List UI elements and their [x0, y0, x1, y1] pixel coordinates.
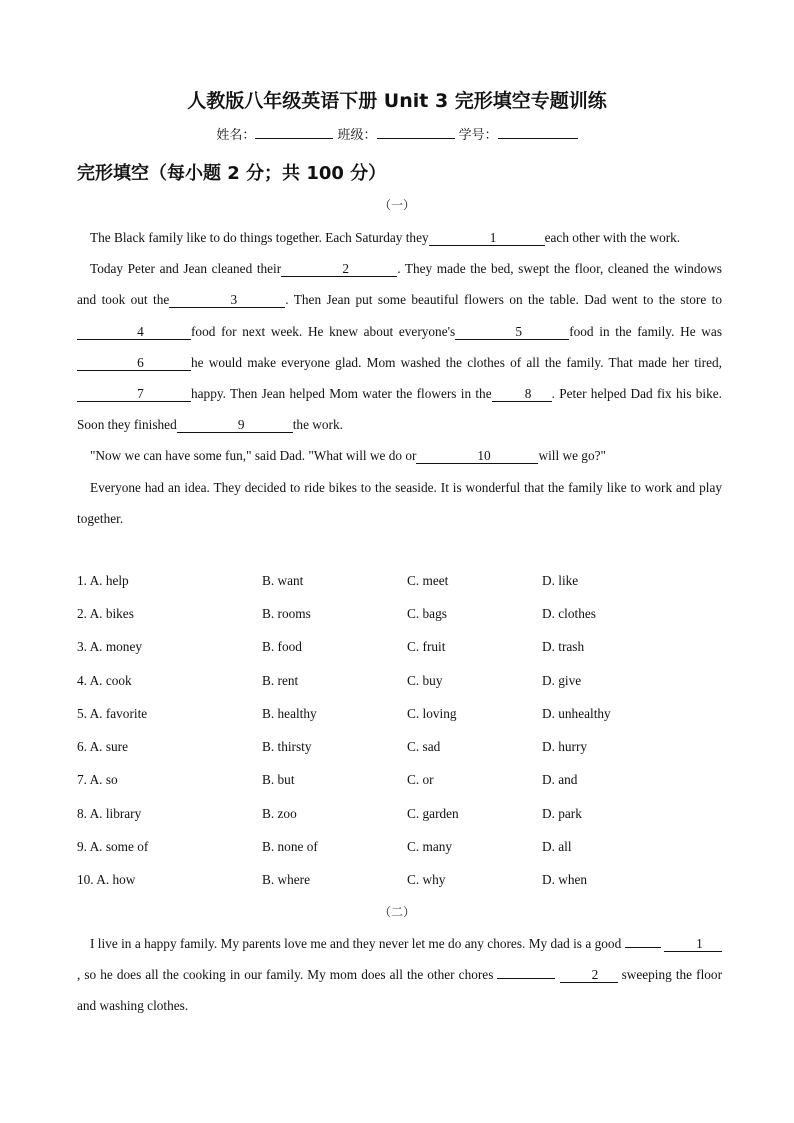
question-row-8 [77, 806, 722, 826]
option-d[interactable]: D. hurry [542, 739, 588, 754]
blank-2[interactable]: 2 [281, 261, 397, 277]
blank-lead-line [625, 933, 661, 948]
question-row-3 [77, 639, 722, 659]
option-c[interactable]: C. many [407, 839, 453, 854]
option-d[interactable]: D. clothes [542, 606, 596, 621]
option-c[interactable]: C. buy [407, 673, 443, 688]
option-b[interactable]: B. rooms [262, 606, 311, 621]
passage-text: The Black family like to do things together. Each Saturday they [90, 230, 429, 245]
passage-paragraph [77, 928, 722, 1022]
option-c[interactable]: C. bags [407, 606, 447, 621]
blank-6[interactable]: 6 [77, 355, 191, 371]
passage-paragraph [77, 472, 722, 534]
name-blank[interactable] [255, 125, 333, 139]
blank-2[interactable]: 2 [560, 967, 618, 983]
option-c[interactable]: C. sad [407, 739, 441, 754]
passage-text: he would make everyone glad. Mom washed the clothes of all the family. That made her tired, [191, 354, 722, 370]
student-info-line [0, 124, 794, 143]
question-row-5 [77, 706, 722, 726]
passage-text: each other with the work. [544, 230, 681, 245]
question-row-7 [77, 772, 722, 792]
option-d[interactable]: D. park [542, 806, 582, 821]
passage-text: Everyone had an idea. They decided to ride bikes to the seaside. It is wonderful that the family like to work and play together. [77, 479, 722, 526]
passage-text: Today Peter and Jean cleaned their [90, 261, 282, 277]
passage-text: the work. [292, 417, 343, 433]
question-row-10 [77, 872, 722, 892]
passage-text: sweeping the floor and washing clothes. [77, 967, 722, 1014]
blank-5[interactable]: 5 [455, 324, 569, 340]
part-two-label: （二） [378, 905, 415, 919]
student-id-blank[interactable] [498, 125, 578, 139]
option-a[interactable]: 1. A. help [77, 573, 129, 588]
class-blank[interactable] [377, 125, 455, 139]
class-label: 班级： [337, 128, 377, 143]
blank-lead-line [497, 964, 555, 979]
question-row-9 [77, 839, 722, 859]
passage-text: . Then Jean put some beautiful flowers on the table. Dad went to the store to [285, 292, 723, 308]
passage-text: "Now we can have some fun," said Dad. "What will we do or [90, 448, 417, 464]
passage-text: food in the family. He was [569, 323, 722, 339]
passage-text: happy. Then Jean helped Mom water the flowers in the [191, 386, 492, 402]
section-heading: 完形填空（每小题 2 分；共 100 分） [77, 163, 387, 184]
option-b[interactable]: B. where [262, 872, 310, 887]
option-d[interactable]: D. give [542, 673, 582, 688]
option-b[interactable]: B. healthy [262, 706, 317, 721]
option-c[interactable]: C. why [407, 872, 446, 887]
option-a[interactable]: 2. A. bikes [77, 606, 134, 621]
name-label: 姓名： [216, 128, 256, 143]
passage-text: food for next week. He knew about everyone's [191, 323, 456, 339]
option-c[interactable]: C. meet [407, 573, 449, 588]
option-c[interactable]: C. or [407, 772, 434, 787]
option-a[interactable]: 8. A. library [77, 806, 142, 821]
question-row-2 [77, 606, 722, 626]
option-d[interactable]: D. and [542, 772, 578, 787]
passage-two [77, 928, 722, 1022]
blank-10[interactable]: 10 [416, 448, 538, 464]
question-row-4 [77, 673, 722, 693]
passage-paragraph [77, 253, 722, 440]
option-b[interactable]: B. thirsty [262, 739, 312, 754]
blank-4[interactable]: 4 [77, 324, 191, 340]
part-one-label: （一） [378, 198, 415, 212]
blank-7[interactable]: 7 [77, 386, 191, 402]
option-d[interactable]: D. all [542, 839, 572, 854]
option-d[interactable]: D. trash [542, 639, 585, 654]
passage-text: will we go?" [538, 448, 606, 464]
option-b[interactable]: B. zoo [262, 806, 297, 821]
option-b[interactable]: B. none of [262, 839, 318, 854]
option-b[interactable]: B. food [262, 639, 302, 654]
document-title: 人教版八年级英语下册 Unit 3 完形填空专题训练 [187, 90, 607, 112]
option-b[interactable]: B. want [262, 573, 304, 588]
option-d[interactable]: D. when [542, 872, 588, 887]
option-c[interactable]: C. fruit [407, 639, 446, 654]
passage-text: . Peter helped Dad fix his bike. Soon they finished [77, 386, 722, 433]
option-a[interactable]: 3. A. money [77, 639, 143, 654]
passage-paragraph [77, 222, 722, 253]
option-a[interactable]: 7. A. so [77, 772, 118, 787]
option-c[interactable]: C. loving [407, 706, 457, 721]
passage-text: . They made the bed, swept the floor, cleaned the windows and took out the [77, 261, 722, 308]
passage-text: , so he does all the cooking in our family. My mom does all the other chores [77, 967, 494, 983]
option-a[interactable]: 4. A. cook [77, 673, 132, 688]
passage-text: I live in a happy family. My parents love me and they never let me do any chores. My dad is a good [90, 936, 622, 951]
passage-paragraph [77, 440, 722, 471]
option-a[interactable]: 6. A. sure [77, 739, 128, 754]
blank-9[interactable]: 9 [177, 417, 293, 433]
student-id-label: 学号： [458, 128, 498, 143]
option-a[interactable]: 5. A. favorite [77, 706, 148, 721]
question-row-6 [77, 739, 722, 759]
blank-3[interactable]: 3 [169, 292, 285, 308]
option-b[interactable]: B. but [262, 772, 295, 787]
passage-one [77, 222, 722, 534]
blank-1[interactable]: 1 [429, 230, 545, 246]
option-d[interactable]: D. like [542, 573, 579, 588]
blank-8[interactable]: 8 [492, 386, 552, 402]
question-row-1 [77, 573, 722, 593]
option-d[interactable]: D. unhealthy [542, 706, 611, 721]
option-a[interactable]: 10. A. how [77, 872, 136, 887]
option-c[interactable]: C. garden [407, 806, 459, 821]
blank-1[interactable]: 1 [664, 936, 722, 952]
option-a[interactable]: 9. A. some of [77, 839, 149, 854]
option-b[interactable]: B. rent [262, 673, 299, 688]
